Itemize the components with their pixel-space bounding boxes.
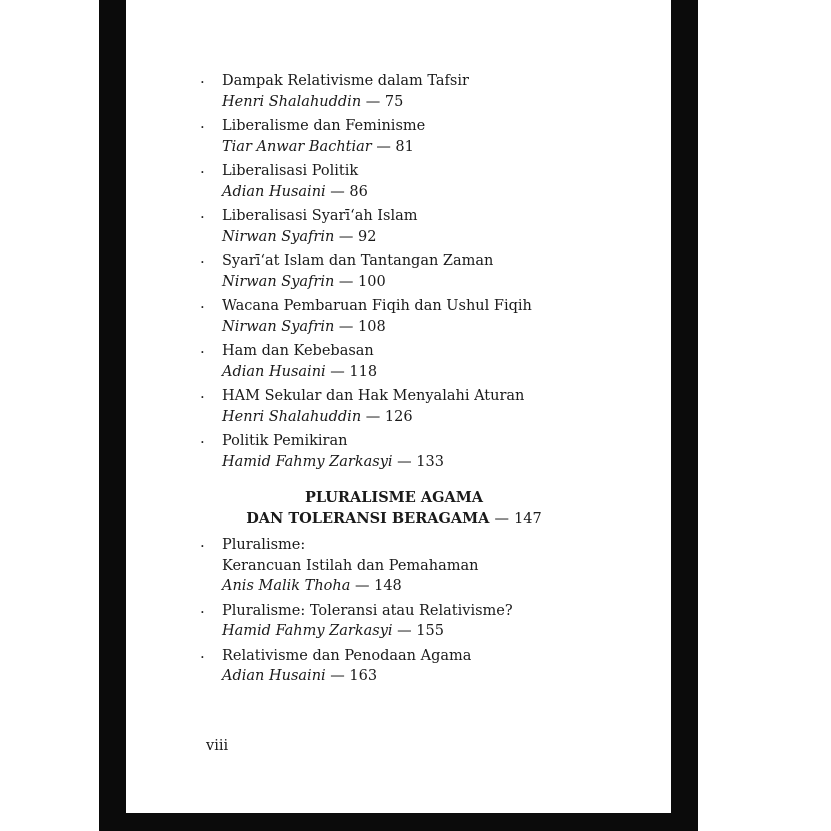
section-heading-line2: DAN TOLERANSI BERAGAMA: [246, 509, 490, 527]
entry-page: 163: [349, 668, 378, 684]
entry-title: Dampak Relativisme dalam Tafsir: [222, 73, 469, 89]
bullet-icon: ·: [200, 647, 205, 666]
toc-entry: [126, 431, 671, 472]
section-heading: [126, 488, 614, 529]
table-of-contents: [126, 71, 671, 691]
entry-dash: —: [365, 408, 381, 425]
entry-title: Ham dan Kebebasan: [222, 343, 374, 359]
bullet-icon: ·: [200, 388, 205, 406]
entry-title: Liberalisasi Syarī‘ah Islam: [222, 208, 418, 224]
entry-dash: —: [330, 363, 345, 380]
scan-frame-bottom: [99, 813, 698, 831]
toc-entry: [126, 71, 671, 112]
entry-title: Syarī‘at Islam dan Tantangan Zaman: [222, 253, 494, 269]
bullet-icon: ·: [200, 163, 205, 181]
entry-page: 108: [358, 318, 386, 335]
toc-entry: [126, 341, 671, 382]
entry-title: Politik Pemikiran: [222, 433, 348, 449]
section-dash: —: [494, 510, 509, 527]
entry-author: Hamid Fahmy Zarkasyi: [222, 453, 393, 470]
entry-page: 92: [358, 228, 377, 245]
entry-title: Liberalisasi Politik: [222, 163, 359, 179]
toc-entry: [126, 161, 671, 202]
entry-dash: —: [355, 578, 370, 594]
bullet-icon: ·: [200, 118, 205, 136]
entry-title: HAM Sekular dan Hak Menyalahi Aturan: [222, 388, 525, 404]
entry-title: Relativisme dan Penodaan Agama: [222, 647, 472, 664]
bullet-icon: ·: [200, 253, 205, 271]
bullet-icon: ·: [200, 433, 205, 451]
entry-page: 81: [395, 138, 414, 155]
entry-author: Adian Husaini: [222, 363, 326, 380]
section-heading-line1: PLURALISME AGAMA: [304, 489, 484, 506]
entry-page: 86: [349, 183, 368, 200]
entry-dash: —: [330, 668, 345, 684]
toc-entry: [126, 646, 671, 687]
bullet-icon: ·: [200, 343, 205, 361]
toc-entry: [126, 116, 671, 157]
scan-frame-right: [671, 0, 698, 831]
bullet-icon: ·: [200, 537, 205, 555]
entry-title: Wacana Pembaruan Fiqih dan Ushul Fiqih: [222, 298, 532, 314]
entry-dash: —: [338, 228, 354, 245]
book-page: [126, 0, 671, 813]
entry-page: 148: [374, 578, 402, 594]
bullet-icon: ·: [200, 298, 205, 316]
entry-author: Adian Husaini: [222, 183, 326, 200]
toc-entry: [126, 251, 671, 292]
entry-dash: —: [330, 183, 345, 200]
entry-dash: —: [397, 453, 412, 470]
entry-author: Nirwan Syafrin: [222, 273, 335, 290]
page-number: viii: [206, 738, 229, 754]
toc-entry: [126, 386, 671, 427]
entry-subtitle: Kerancuan Istilah dan Pemahaman: [222, 557, 479, 574]
entry-author: Adian Husaini: [222, 668, 326, 684]
entry-page: 133: [416, 453, 444, 470]
bullet-icon: ·: [200, 602, 205, 621]
toc-entry: [126, 535, 671, 597]
entry-title: Pluralisme:: [222, 537, 306, 553]
entry-dash: —: [365, 93, 381, 110]
entry-author: Hamid Fahmy Zarkasyi: [222, 623, 393, 639]
bullet-icon: ·: [200, 73, 205, 91]
entry-page: 155: [416, 623, 444, 639]
entry-title: Liberalisme dan Feminisme: [222, 118, 426, 134]
toc-entry: [126, 206, 671, 247]
entry-dash: —: [376, 138, 391, 155]
entry-author: Henri Shalahuddin: [222, 408, 362, 425]
entry-author: Nirwan Syafrin: [222, 318, 335, 335]
entry-author: Anis Malik Thoha: [222, 578, 351, 594]
entry-page: 126: [384, 408, 413, 425]
entry-page: 118: [349, 363, 378, 380]
scan-frame-left: [99, 0, 126, 831]
entry-author: Nirwan Syafrin: [222, 228, 335, 245]
entry-dash: —: [338, 273, 354, 290]
entry-dash: —: [338, 318, 354, 335]
entry-title: Pluralisme: Toleransi atau Relativisme?: [222, 602, 513, 619]
entry-author: Henri Shalahuddin: [222, 93, 362, 110]
entry-author: Tiar Anwar Bachtiar: [222, 138, 372, 155]
toc-entry: [126, 296, 671, 337]
toc-entry: [126, 601, 671, 642]
entry-dash: —: [397, 623, 412, 639]
section-page: 147: [514, 510, 542, 527]
entry-page: 100: [358, 273, 386, 290]
bullet-icon: ·: [200, 208, 205, 226]
entry-page: 75: [384, 93, 404, 110]
